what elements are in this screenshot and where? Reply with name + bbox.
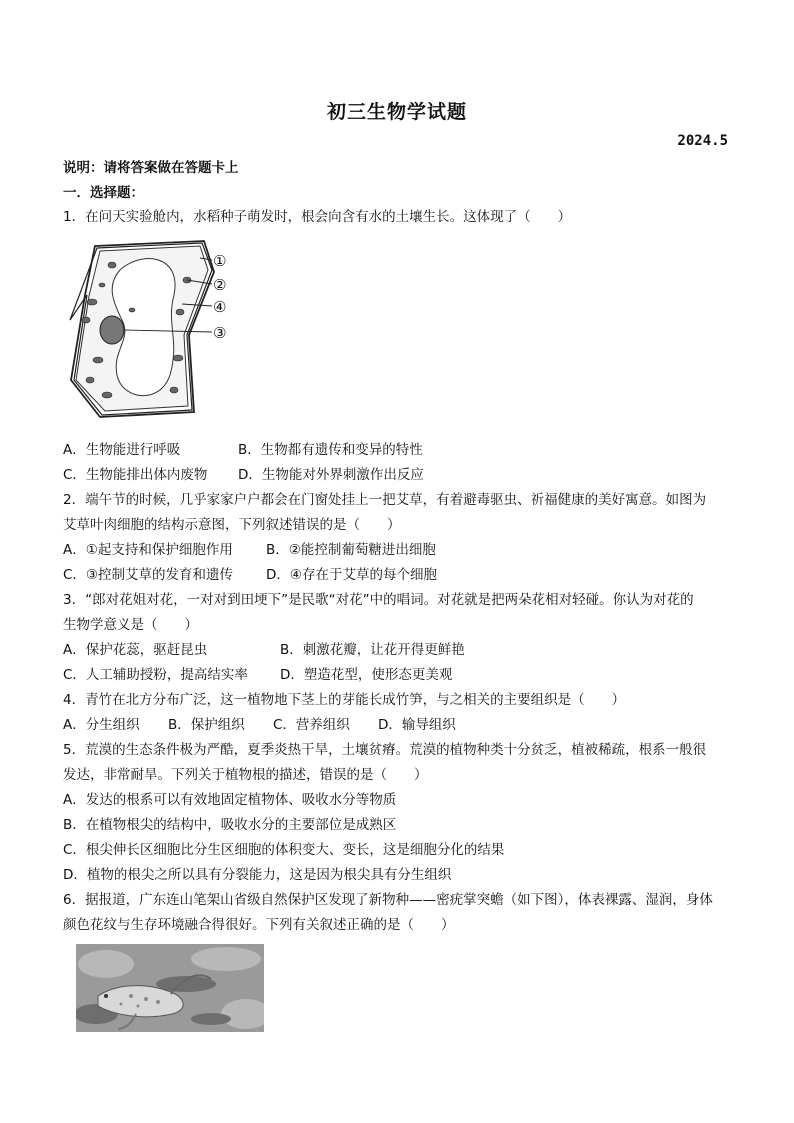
question-5-stem-line-2: 发达，非常耐旱。下列关于植物根的描述，错误的是（ ） [63,767,428,783]
label-4: ④ [213,298,227,316]
question-3-stem-line-2: 生物学意义是（ ） [63,617,198,633]
question-6-stem-line-2: 颜色花纹与生存环境融合得很好。下列有关叙述正确的是（ ） [63,917,455,933]
question-1-stem: 1．在问天实验舱内，水稻种子萌发时，根会向含有水的土壤生长。这体现了（ ） [63,209,572,225]
question-4-options [63,716,623,734]
option-b[interactable]: B．刺激花瓣，让花开得更鲜艳 [280,642,465,658]
question-3-options-row-2 [63,666,623,684]
option-a[interactable]: A．分生组织 [63,717,140,733]
option-c[interactable]: C．人工辅助授粉，提高结实率 [63,667,248,683]
question-3-options-row-1 [63,641,623,659]
question-2-stem-line-1: 2．端午节的时候，几乎家家户户都会在门窗处挂上一把艾草，有着避毒驱虫、祈福健康的美好寓意。如图为 [63,492,707,508]
label-2: ② [213,276,227,294]
option-b[interactable]: B．生物都有遗传和变异的特性 [238,442,423,458]
exam-date: 2024.5 [677,133,728,149]
question-6-stem-line-1: 6．据报道，广东连山笔架山省级自然保护区发现了新物种——密疣掌突蟾（如下图），体表裸露、湿润，身体 [63,892,713,908]
option-a[interactable]: A．生物能进行呼吸 [63,442,181,458]
question-2-stem-line-2: 艾草叶肉细胞的结构示意图，下列叙述错误的是（ ） [63,517,401,533]
section-heading: 一．选择题： [63,185,144,201]
question-1-options-row-2 [63,466,623,484]
question-2-options-row-1 [63,541,623,559]
option-c[interactable]: C．生物能排出体内废物 [63,467,208,483]
toad-photo [76,944,264,1032]
question-1-options-row-1 [63,441,623,459]
leaf-cell-diagram [62,240,242,420]
label-1: ① [213,252,227,270]
question-4-stem: 4．青竹在北方分布广泛，这一植物地下茎上的芽能长成竹笋，与之相关的主要组织是（ ） [63,692,626,708]
label-3: ③ [213,324,227,342]
option-b[interactable]: B．②能控制葡萄糖进出细胞 [266,542,436,558]
question-5-option-a[interactable]: A．发达的根系可以有效地固定植物体、吸收水分等物质 [63,792,397,808]
option-d[interactable]: D．④存在于艾草的每个细胞 [266,567,437,583]
option-d[interactable]: D．输导组织 [378,717,456,733]
question-5-option-c[interactable]: C．根尖伸长区细胞比分生区细胞的体积变大、变长，这是细胞分化的结果 [63,842,505,858]
option-c[interactable]: C．③控制艾草的发育和遗传 [63,567,234,583]
option-d[interactable]: D．生物能对外界刺激作出反应 [238,467,424,483]
option-a[interactable]: A．保护花蕊，驱赶昆虫 [63,642,208,658]
nucleus [100,316,124,344]
option-a[interactable]: A．①起支持和保护细胞作用 [63,542,233,558]
question-5-stem-line-1: 5．荒漠的生态条件极为严酷，夏季炎热干旱，土壤贫瘠。荒漠的植物种类十分贫乏，植被稀疏，根系一般很 [63,742,707,758]
instruction-text: 说明：请将答案做在答题卡上 [63,160,239,176]
question-5-option-d[interactable]: D．植物的根尖之所以具有分裂能力，这是因为根尖具有分生组织 [63,867,452,883]
page-title: 初三生物学试题 [326,101,467,123]
option-d[interactable]: D．塑造花型，使形态更美观 [280,667,453,683]
question-3-stem-line-1: 3．“郎对花姐对花，一对对到田埂下”是民歌“对花”中的唱词。对花就是把两朵花相对轻碰。你认为对花的 [63,592,694,608]
option-b[interactable]: B．保护组织 [168,717,245,733]
option-c[interactable]: C．营养组织 [273,717,350,733]
question-5-option-b[interactable]: B．在植物根尖的结构中，吸收水分的主要部位是成熟区 [63,817,397,833]
question-2-options-row-2 [63,566,623,584]
